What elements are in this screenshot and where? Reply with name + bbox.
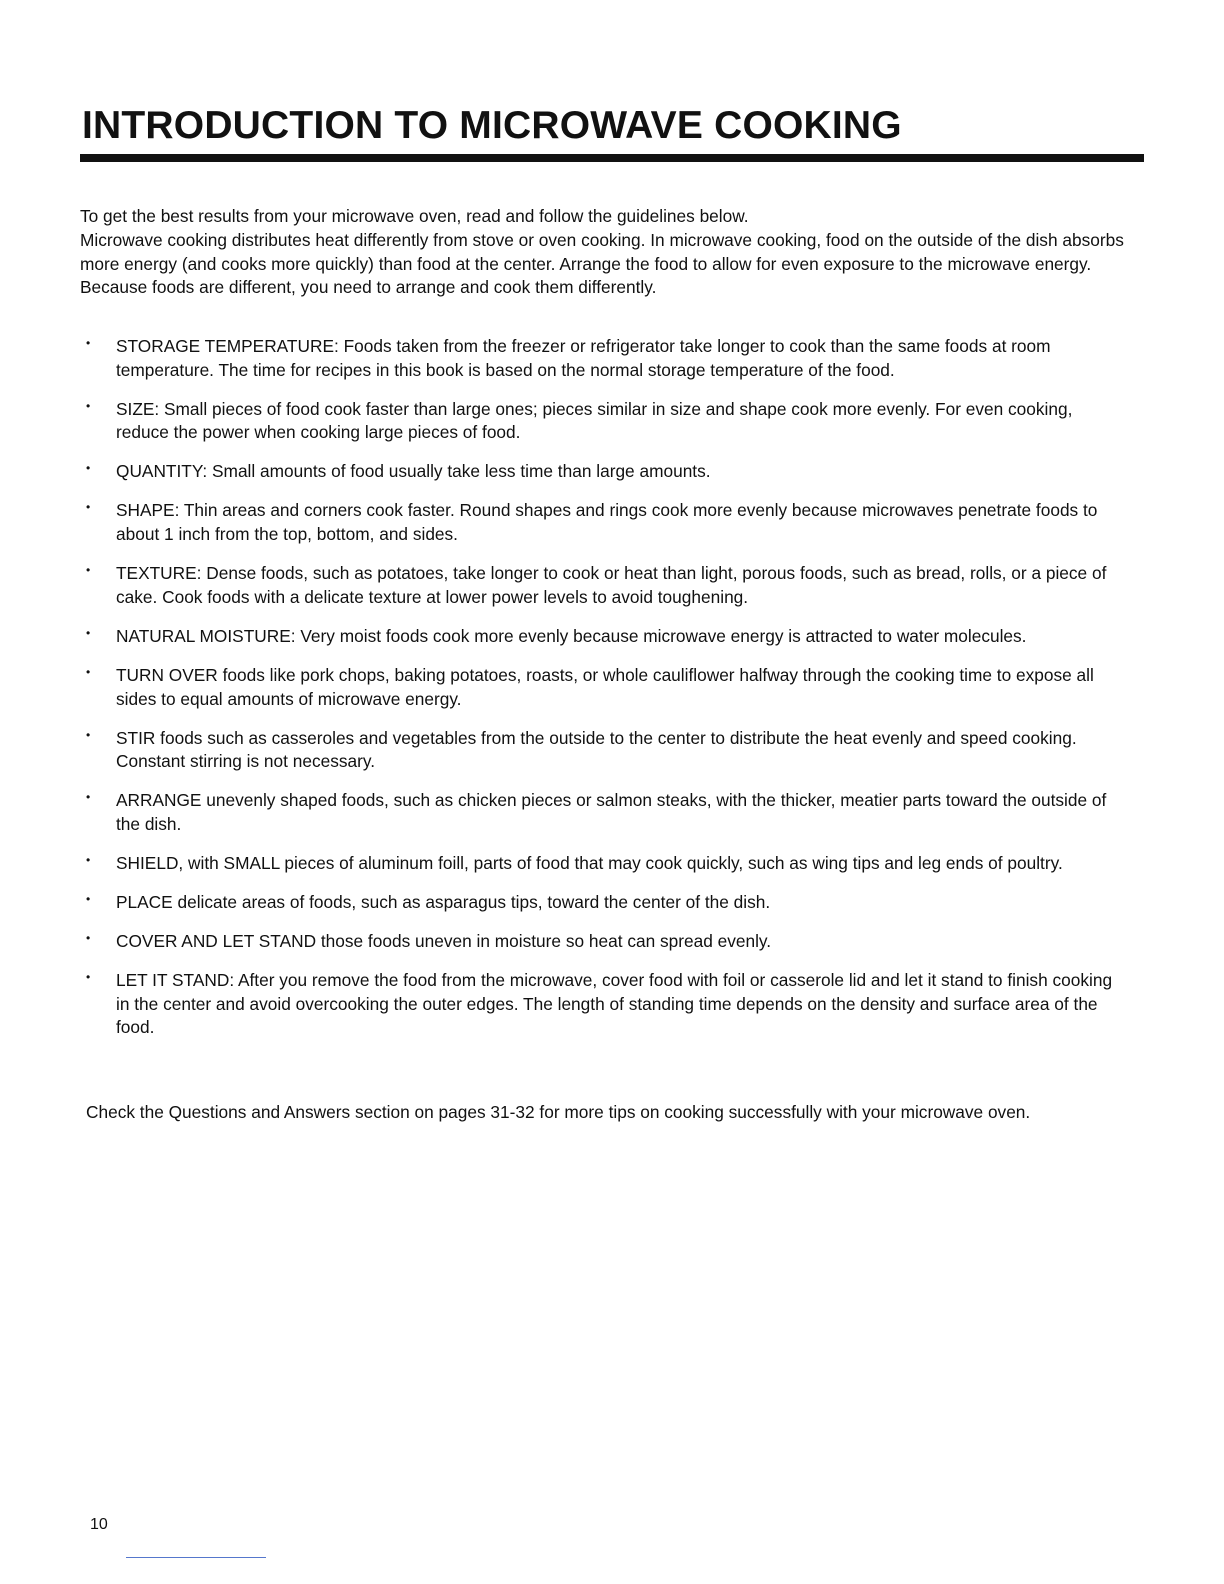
bullet-icon: • xyxy=(86,625,91,640)
closing-paragraph: Check the Questions and Answers section on pages 31-32 for more tips on cooking successfully with your microwave oven. xyxy=(86,1102,1031,1122)
guideline-quantity xyxy=(86,460,1126,484)
intro-paragraph: Microwave cooking distributes heat differently from stove or oven cooking. In microwave cooking, food on the outside of the dish absorbs more energy (and cooks more quickly) than food at the center. Arrange the food to allow for even exposure to the microwave energy. Because foods are different, you need to arrange and cook them differently. xyxy=(80,229,1124,298)
guidelines-list xyxy=(86,335,1126,1056)
guideline-text: STORAGE TEMPERATURE: Foods taken from the freezer or refrigerator take longer to cook than the same foods at room temperature. The time for recipes in this book is based on the normal storage temperature of the food. xyxy=(116,336,1051,380)
bullet-icon: • xyxy=(86,853,91,867)
bullet-icon: • xyxy=(86,398,91,413)
guideline-arrange xyxy=(86,789,1126,836)
guideline-place xyxy=(86,891,1126,915)
bullet-icon: • xyxy=(86,892,91,907)
guideline-text: NATURAL MOISTURE: Very moist foods cook more evenly because microwave energy is attracted to water molecules. xyxy=(116,625,1027,646)
bullet-icon: • xyxy=(86,931,91,946)
guideline-text: LET IT STAND: After you remove the food from the microwave, cover food with foil or casserole lid and let it stand to finish cooking in the center and avoid overcooking the outer edges. The length of standing time depends on the density and surface area of the food. xyxy=(116,970,1113,1038)
guideline-size xyxy=(86,398,1126,445)
guideline-text: SHAPE: Thin areas and corners cook faster. Round shapes and rings cook more evenly because microwaves penetrate foods to about 1 inch from the top, bottom, and sides. xyxy=(116,500,1098,545)
guideline-cover-and-let-stand xyxy=(86,930,1126,954)
intro-section xyxy=(80,205,1130,300)
guideline-text: TURN OVER foods like pork chops, baking potatoes, roasts, or whole cauliflower halfway through the cooking time to expose all sides to equal amounts of microwave energy. xyxy=(116,664,1094,709)
guideline-text: PLACE delicate areas of foods, such as asparagus tips, toward the center of the dish. xyxy=(116,892,771,913)
guideline-stir xyxy=(86,727,1126,774)
guideline-let-it-stand xyxy=(86,969,1126,1040)
guideline-text: SHIELD, with SMALL pieces of aluminum foill, parts of food that may cook quickly, such as wing tips and leg ends of poultry. xyxy=(116,853,1063,873)
guideline-text: QUANTITY: Small amounts of food usually take less time than large amounts. xyxy=(116,461,711,482)
guideline-text: COVER AND LET STAND those foods uneven in moisture so heat can spread evenly. xyxy=(116,931,772,952)
guideline-shape xyxy=(86,499,1126,546)
title-underline-rule xyxy=(80,154,1144,162)
guideline-shield xyxy=(86,852,1126,876)
bullet-icon: • xyxy=(86,664,91,679)
page-title: INTRODUCTION TO MICROWAVE COOKING xyxy=(82,104,902,147)
footer-rule xyxy=(126,1557,266,1558)
guideline-text: STIR foods such as casseroles and vegetables from the outside to the center to distribute the heat evenly and speed cooking. Constant stirring is not necessary. xyxy=(116,727,1077,772)
guideline-storage-temperature xyxy=(86,335,1126,382)
bullet-icon: • xyxy=(86,500,91,515)
guideline-texture xyxy=(86,562,1126,609)
guideline-text: SIZE: Small pieces of food cook faster than large ones; pieces similar in size and shape cook more evenly. For even cooking, reduce the power when cooking large pieces of food. xyxy=(116,398,1073,443)
bullet-icon: • xyxy=(86,563,91,578)
bullet-icon: • xyxy=(86,336,91,350)
guideline-natural-moisture xyxy=(86,625,1126,649)
page-number: 10 xyxy=(90,1516,108,1533)
guideline-text: TEXTURE: Dense foods, such as potatoes, take longer to cook or heat than light, porous foods, such as bread, rolls, or a piece of cake. Cook foods with a delicate texture at lower power levels to avoid toughening. xyxy=(116,563,1107,607)
bullet-icon: • xyxy=(86,790,91,805)
bullet-icon: • xyxy=(86,727,91,742)
guideline-turn-over xyxy=(86,664,1126,711)
intro-line-1: To get the best results from your microwave oven, read and follow the guidelines below. xyxy=(80,206,749,226)
bullet-icon: • xyxy=(86,970,91,985)
bullet-icon: • xyxy=(86,461,91,476)
guideline-text: ARRANGE unevenly shaped foods, such as chicken pieces or salmon steaks, with the thicker, meatier parts toward the outside of the dish. xyxy=(116,790,1107,834)
